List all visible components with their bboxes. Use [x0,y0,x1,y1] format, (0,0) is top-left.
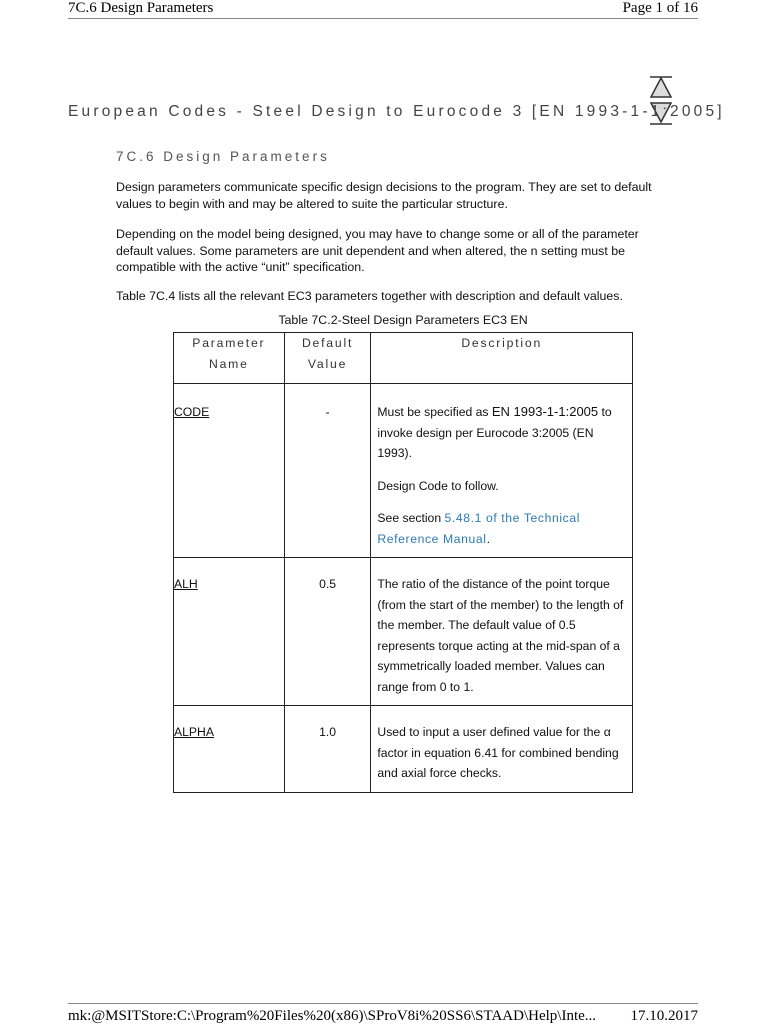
param-name-link[interactable]: CODE [174,405,210,419]
description-prefix: Must be specified as [377,405,492,419]
description-cell [371,706,633,793]
page-title: European Codes - Steel Design to Eurocode 3 [EN 1993-1-1:2005] [68,103,725,120]
param-name-cell [174,558,285,706]
description-text: The ratio of the distance of the point torque (from the start of the member) to the length of the member. The default value of 0.5 represents torque acting at the mid-span of a symmetrically loaded member. Values can range from 0 to 1. [377,577,624,694]
footer-date: 17.10.2017 [630,1008,698,1024]
param-name-cell [174,706,285,793]
param-name-cell [174,384,285,558]
table-caption: Table 7C.2-Steel Design Parameters EC3 EN [278,313,528,327]
page-header [68,0,698,19]
section-title: 7C.6 Design Parameters [116,149,330,164]
page-number: Page 1 of 16 [622,0,698,16]
triangle-up-icon[interactable] [650,77,672,97]
parameters-paragraph: Depending on the model being designed, you may have to change some or all of the parameter default values. Some parameters are unit dependent and when altered, the n setting must be compatible with the active “unit” specification. [116,227,639,274]
description-cell [371,558,633,706]
description-text: Used to input a user defined value for the α factor in equation 6.41 for combined bending and axial force checks. [377,725,619,780]
page-footer [68,1003,698,1027]
header-parameter-line2: Name [208,357,249,371]
default-value-cell [284,558,371,706]
header-description-label: Description [461,336,543,350]
description-line: Design Code to follow. [377,478,499,493]
table-row [174,384,633,558]
default-value: - [325,405,330,419]
header-title: 7C.6 Design Parameters [68,0,214,16]
table-reference-paragraph: Table 7C.4 lists all the relevant EC3 parameters together with description and default values. [116,289,623,303]
parameters-table [173,332,633,793]
technical-reference-link[interactable]: 5.48.1 of the Technical Reference Manual [377,511,581,546]
header-parameter-name [174,333,285,384]
default-value-cell [284,706,371,793]
header-parameter-line1: Parameter [192,336,266,350]
see-section-suffix: . [486,531,490,546]
footer-path: mk:@MSITStore:C:\Program%20Files%20(x86)\SProV8i%20SS6\STAAD\Help\Inte... [68,1008,597,1024]
table-header-row [174,333,633,384]
default-value: 0.5 [319,577,337,591]
see-section-text [377,508,626,549]
default-value: 1.0 [319,725,337,739]
description-cell [371,384,633,558]
header-description [371,333,633,384]
intro-paragraph: Design parameters communicate specific design decisions to the program. They are set to default values to begin with and may be altered to suite the particular structure. [116,180,652,211]
table-row [174,558,633,706]
header-default-line1: Default [301,336,354,350]
see-section-prefix: See section [377,511,445,525]
default-value-cell [284,384,371,558]
description-suffix: to invoke design per Eurocode 3:2005 (EN 1993). [377,405,612,460]
description-text [377,402,626,464]
header-default-value [284,333,371,384]
param-name-link[interactable]: ALH [174,577,198,591]
table-row [174,706,633,793]
header-default-line2: Value [307,357,348,371]
param-name-link[interactable]: ALPHA [174,725,214,739]
code-reference: EN 1993-1-1:2005 [491,404,599,419]
